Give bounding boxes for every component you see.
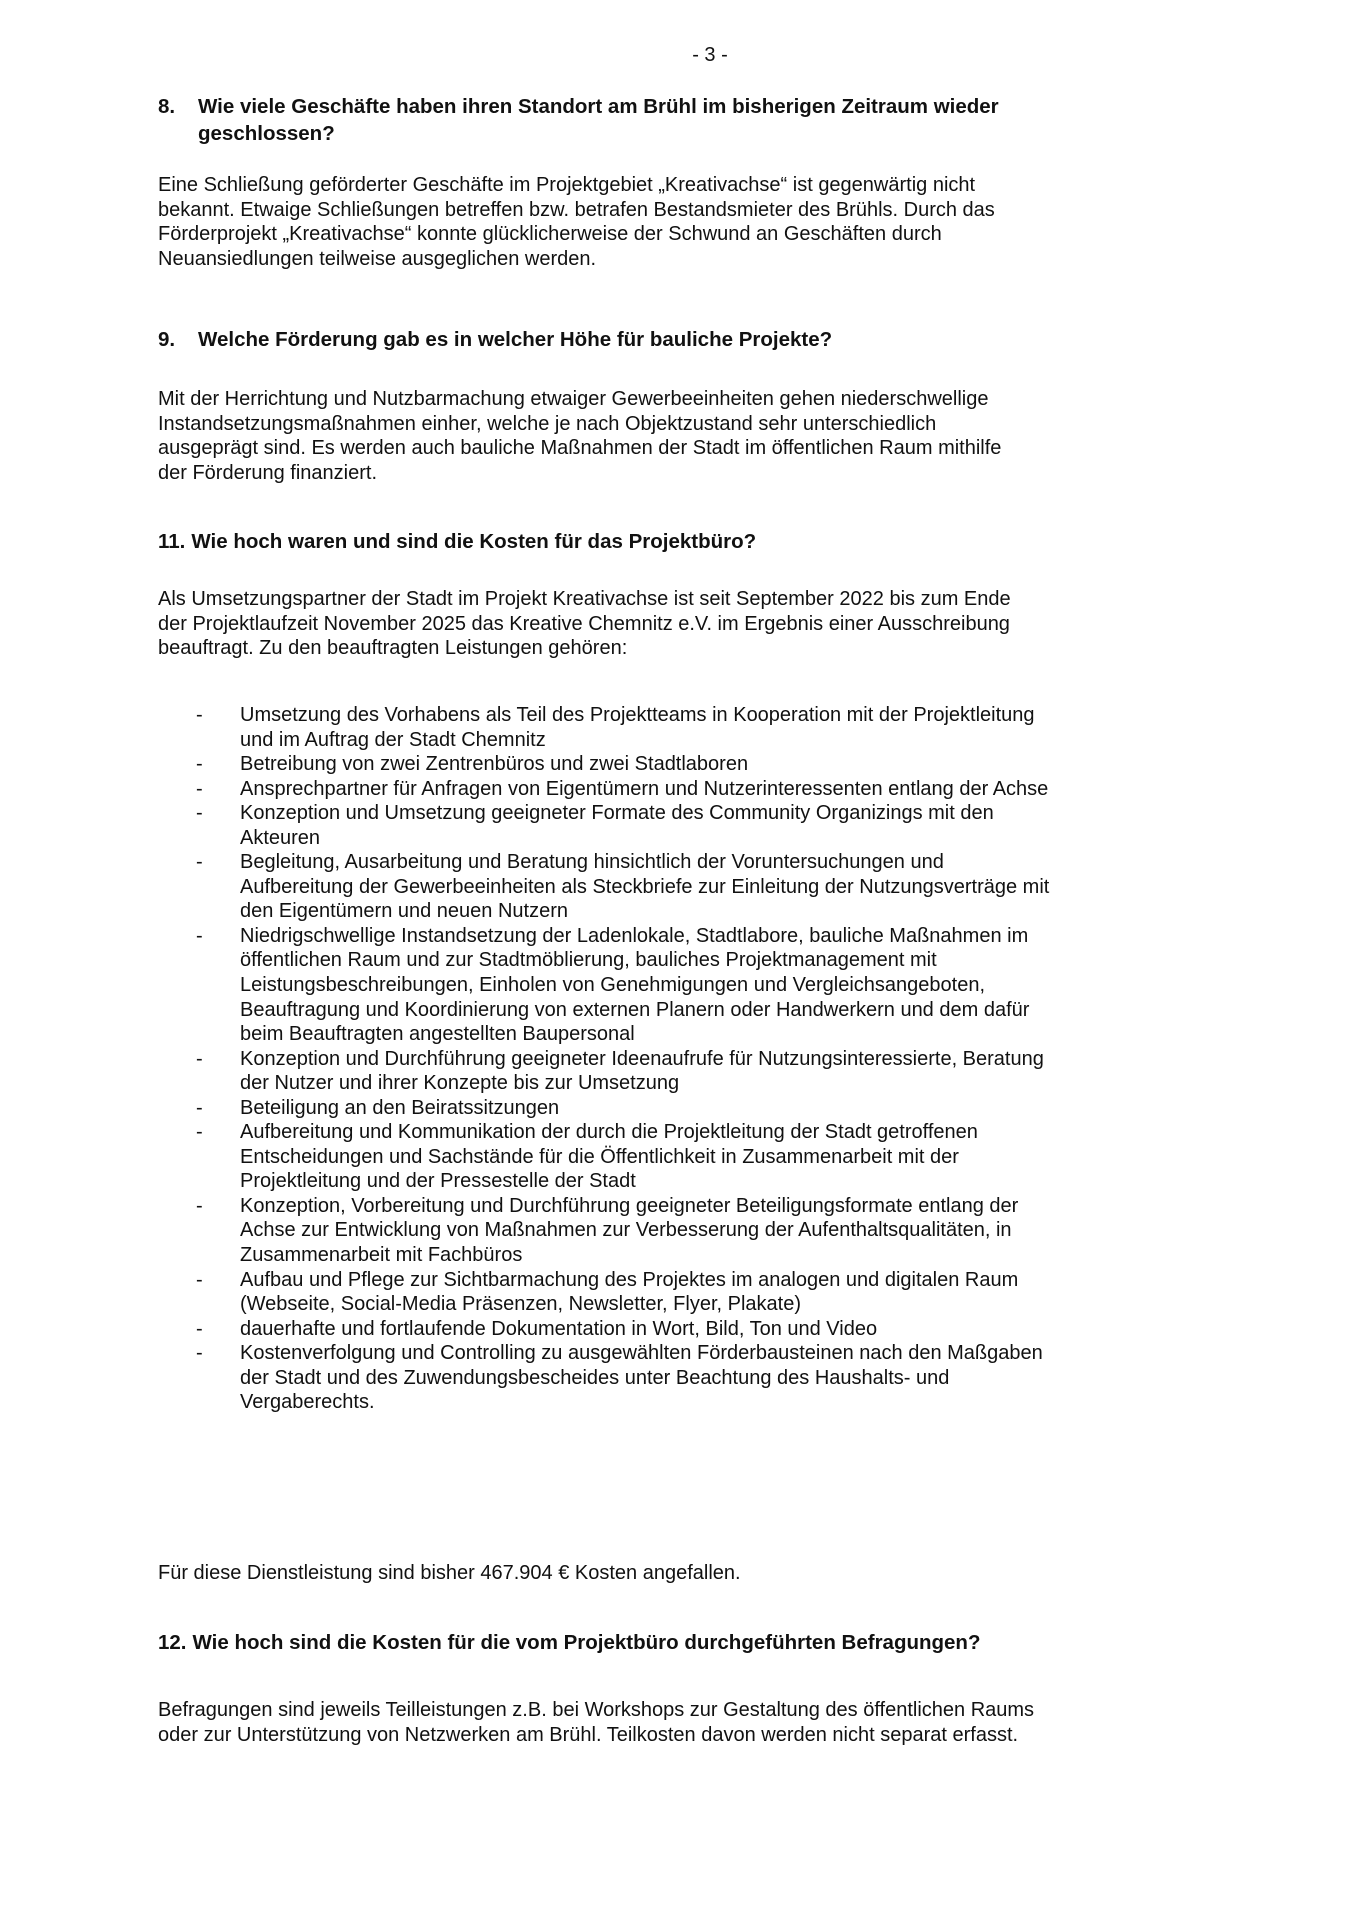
paragraph-line: oder zur Unterstützung von Netzwerken am Brühl. Teilkosten davon werden nicht separat erfasst. [158,1723,1019,1746]
dash-bullet-icon: - [196,851,203,874]
dash-bullet-icon: - [196,704,203,726]
list-item [158,1047,1308,1096]
list-item-line: Leistungsbeschreibungen, Einholen von Genehmigungen und Vergleichsangeboten, [240,974,986,997]
list-item-line: Niedrigschwellige Instandsetzung der Ladenlokale, Stadtlabore, bauliche Maßnahmen im [240,924,1029,947]
list-item-line: Ansprechpartner für Anfragen von Eigentümern und Nutzerinteressenten entlang der Achse [240,777,1049,800]
paragraph-line: der Förderung finanziert. [158,461,378,484]
list-item-line: Betreibung von zwei Zentrenbüros und zwei Stadtlaboren [240,753,749,776]
list-item-line: der Nutzer und ihrer Konzepte bis zur Umsetzung [240,1072,680,1095]
list-item-line: Konzeption und Umsetzung geeigneter Formate des Community Organizings mit den [240,802,994,825]
list-item-line: Kostenverfolgung und Controlling zu ausgewählten Förderbausteinen nach den Maßgaben [240,1342,1043,1365]
heading-line: Wie hoch waren und sind die Kosten für das Projektbüro? [191,530,757,553]
list-item [158,1120,1308,1194]
dash-bullet-icon: - [196,1268,203,1291]
list-item-line: dauerhafte und fortlaufende Dokumentation in Wort, Bild, Ton und Video [240,1317,878,1340]
dash-bullet-icon: - [196,1317,203,1340]
list-item [158,1341,1308,1415]
answer-11-paragraph [158,587,1268,661]
paragraph-line: beauftragt. Zu den beauftragten Leistungen gehören: [158,637,628,660]
list-item-line: Umsetzung des Vorhabens als Teil des Projektteams in Kooperation mit der Projektleitung [240,704,1035,726]
list-item-line: Projektleitung und der Pressestelle der Stadt [240,1170,636,1193]
question-11-heading [158,529,1268,556]
list-item-line: Konzeption und Durchführung geeigneter Ideenaufrufe für Nutzungsinteressierte, Beratung [240,1047,1044,1070]
answer-8-paragraph [158,173,1268,271]
list-item-line: öffentlichen Raum und zur Stadtmöblierung, bauliches Projektmanagement mit [240,949,937,972]
paragraph-line: Förderprojekt „Kreativachse“ konnte glücklicherweise der Schwund an Geschäften durch [158,223,942,246]
paragraph-line: bekannt. Etwaige Schließungen betreffen bzw. betrafen Bestandsmieter des Brühls. Durch das [158,198,995,221]
list-item-line: Zusammenarbeit mit Fachbüros [240,1244,523,1267]
list-item-line: Aufbereitung der Gewerbeeinheiten als Steckbriefe zur Einleitung der Nutzungsverträge mit [240,875,1050,898]
dash-bullet-icon: - [196,1342,203,1365]
list-item-line: Aufbau und Pflege zur Sichtbarmachung des Projektes im analogen und digitalen Raum [240,1268,1019,1291]
dash-bullet-icon: - [196,924,203,947]
heading-line: Welche Förderung gab es in welcher Höhe für bauliche Projekte? [198,328,833,351]
dash-bullet-icon: - [196,1096,203,1119]
list-item-line: Konzeption, Vorbereitung und Durchführung geeigneter Beteiligungsformate entlang der [240,1194,1019,1217]
answer-12-paragraph [158,1698,1268,1747]
cost-statement [158,1561,1268,1586]
question-number: 8. [158,95,176,118]
question-number: 11. [158,530,186,553]
list-item-line: Aufbereitung und Kommunikation der durch die Projektleitung der Stadt getroffenen [240,1121,978,1144]
dash-bullet-icon: - [196,802,203,825]
dash-bullet-icon: - [196,777,203,800]
list-item [158,703,1308,752]
question-12-heading [158,1630,1268,1657]
question-number: 9. [158,328,176,351]
list-item-line: (Webseite, Social-Media Präsenzen, Newsletter, Flyer, Plakate) [240,1293,801,1316]
page-number: - 3 - [692,44,728,66]
list-item [158,850,1308,924]
paragraph-line: Mit der Herrichtung und Nutzbarmachung etwaiger Gewerbeeinheiten gehen niederschwellige [158,388,989,410]
paragraph-line: Für diese Dienstleistung sind bisher 467.904 € Kosten angefallen. [158,1562,741,1584]
list-item-line: Achse zur Entwicklung von Maßnahmen zur Verbesserung der Aufenthaltsqualitäten, in [240,1219,1012,1242]
paragraph-line: der Projektlaufzeit November 2025 das Kreative Chemnitz e.V. im Ergebnis einer Ausschreibung [158,612,1010,635]
paragraph-line: ausgeprägt sind. Es werden auch bauliche Maßnahmen der Stadt im öffentlichen Raum mithilfe [158,437,1002,460]
list-item [158,1194,1308,1268]
list-item [158,1317,1308,1342]
list-item [158,924,1308,1047]
answer-9-paragraph [158,387,1268,485]
paragraph-line: Befragungen sind jeweils Teilleistungen z.B. bei Workshops zur Gestaltung des öffentlichen Raums [158,1699,1035,1721]
paragraph-line: Eine Schließung geförderter Geschäfte im Projektgebiet „Kreativachse“ ist gegenwärtig nicht [158,174,976,196]
paragraph-line: Neuansiedlungen teilweise ausgeglichen werden. [158,247,597,270]
dash-bullet-icon: - [196,1047,203,1070]
heading-line: Wie hoch sind die Kosten für die vom Projektbüro durchgeführten Befragungen? [192,1631,981,1654]
dash-bullet-icon: - [196,1121,203,1144]
list-item-line: und im Auftrag der Stadt Chemnitz [240,728,546,751]
list-item-line: Vergaberechts. [240,1391,375,1414]
list-item-line: der Stadt und des Zuwendungsbescheides unter Beachtung des Haushalts- und [240,1366,950,1389]
services-list [158,703,1308,1415]
list-item [158,1096,1308,1121]
list-item-line: Akteuren [240,826,321,849]
question-9-heading [158,327,1268,354]
question-number: 12. [158,1631,187,1654]
paragraph-line: Als Umsetzungspartner der Stadt im Projekt Kreativachse ist seit September 2022 bis zum Ende [158,588,1011,610]
heading-line: Wie viele Geschäfte haben ihren Standort am Brühl im bisherigen Zeitraum wieder [198,95,999,118]
dash-bullet-icon: - [196,753,203,776]
list-item-line: den Eigentümern und neuen Nutzern [240,900,569,923]
dash-bullet-icon: - [196,1194,203,1217]
list-item-line: Begleitung, Ausarbeitung und Beratung hinsichtlich der Voruntersuchungen und [240,851,944,874]
list-item [158,777,1308,802]
list-item-line: Beauftragung und Koordinierung von externen Planern oder Handwerkern und dem dafür [240,998,1030,1021]
paragraph-line: Instandsetzungsmaßnahmen einher, welche je nach Objektzustand sehr unterschiedlich [158,412,937,435]
list-item [158,1268,1308,1317]
heading-line: geschlossen? [198,121,335,145]
list-item-line: Entscheidungen und Sachstände für die Öffentlichkeit in Zusammenarbeit mit der [240,1145,959,1168]
question-8-heading [158,94,1268,147]
list-item-line: beim Beauftragten angestellten Baupersonal [240,1023,635,1046]
list-item-line: Beteiligung an den Beiratssitzungen [240,1096,560,1119]
list-item [158,752,1308,777]
list-item [158,801,1308,850]
